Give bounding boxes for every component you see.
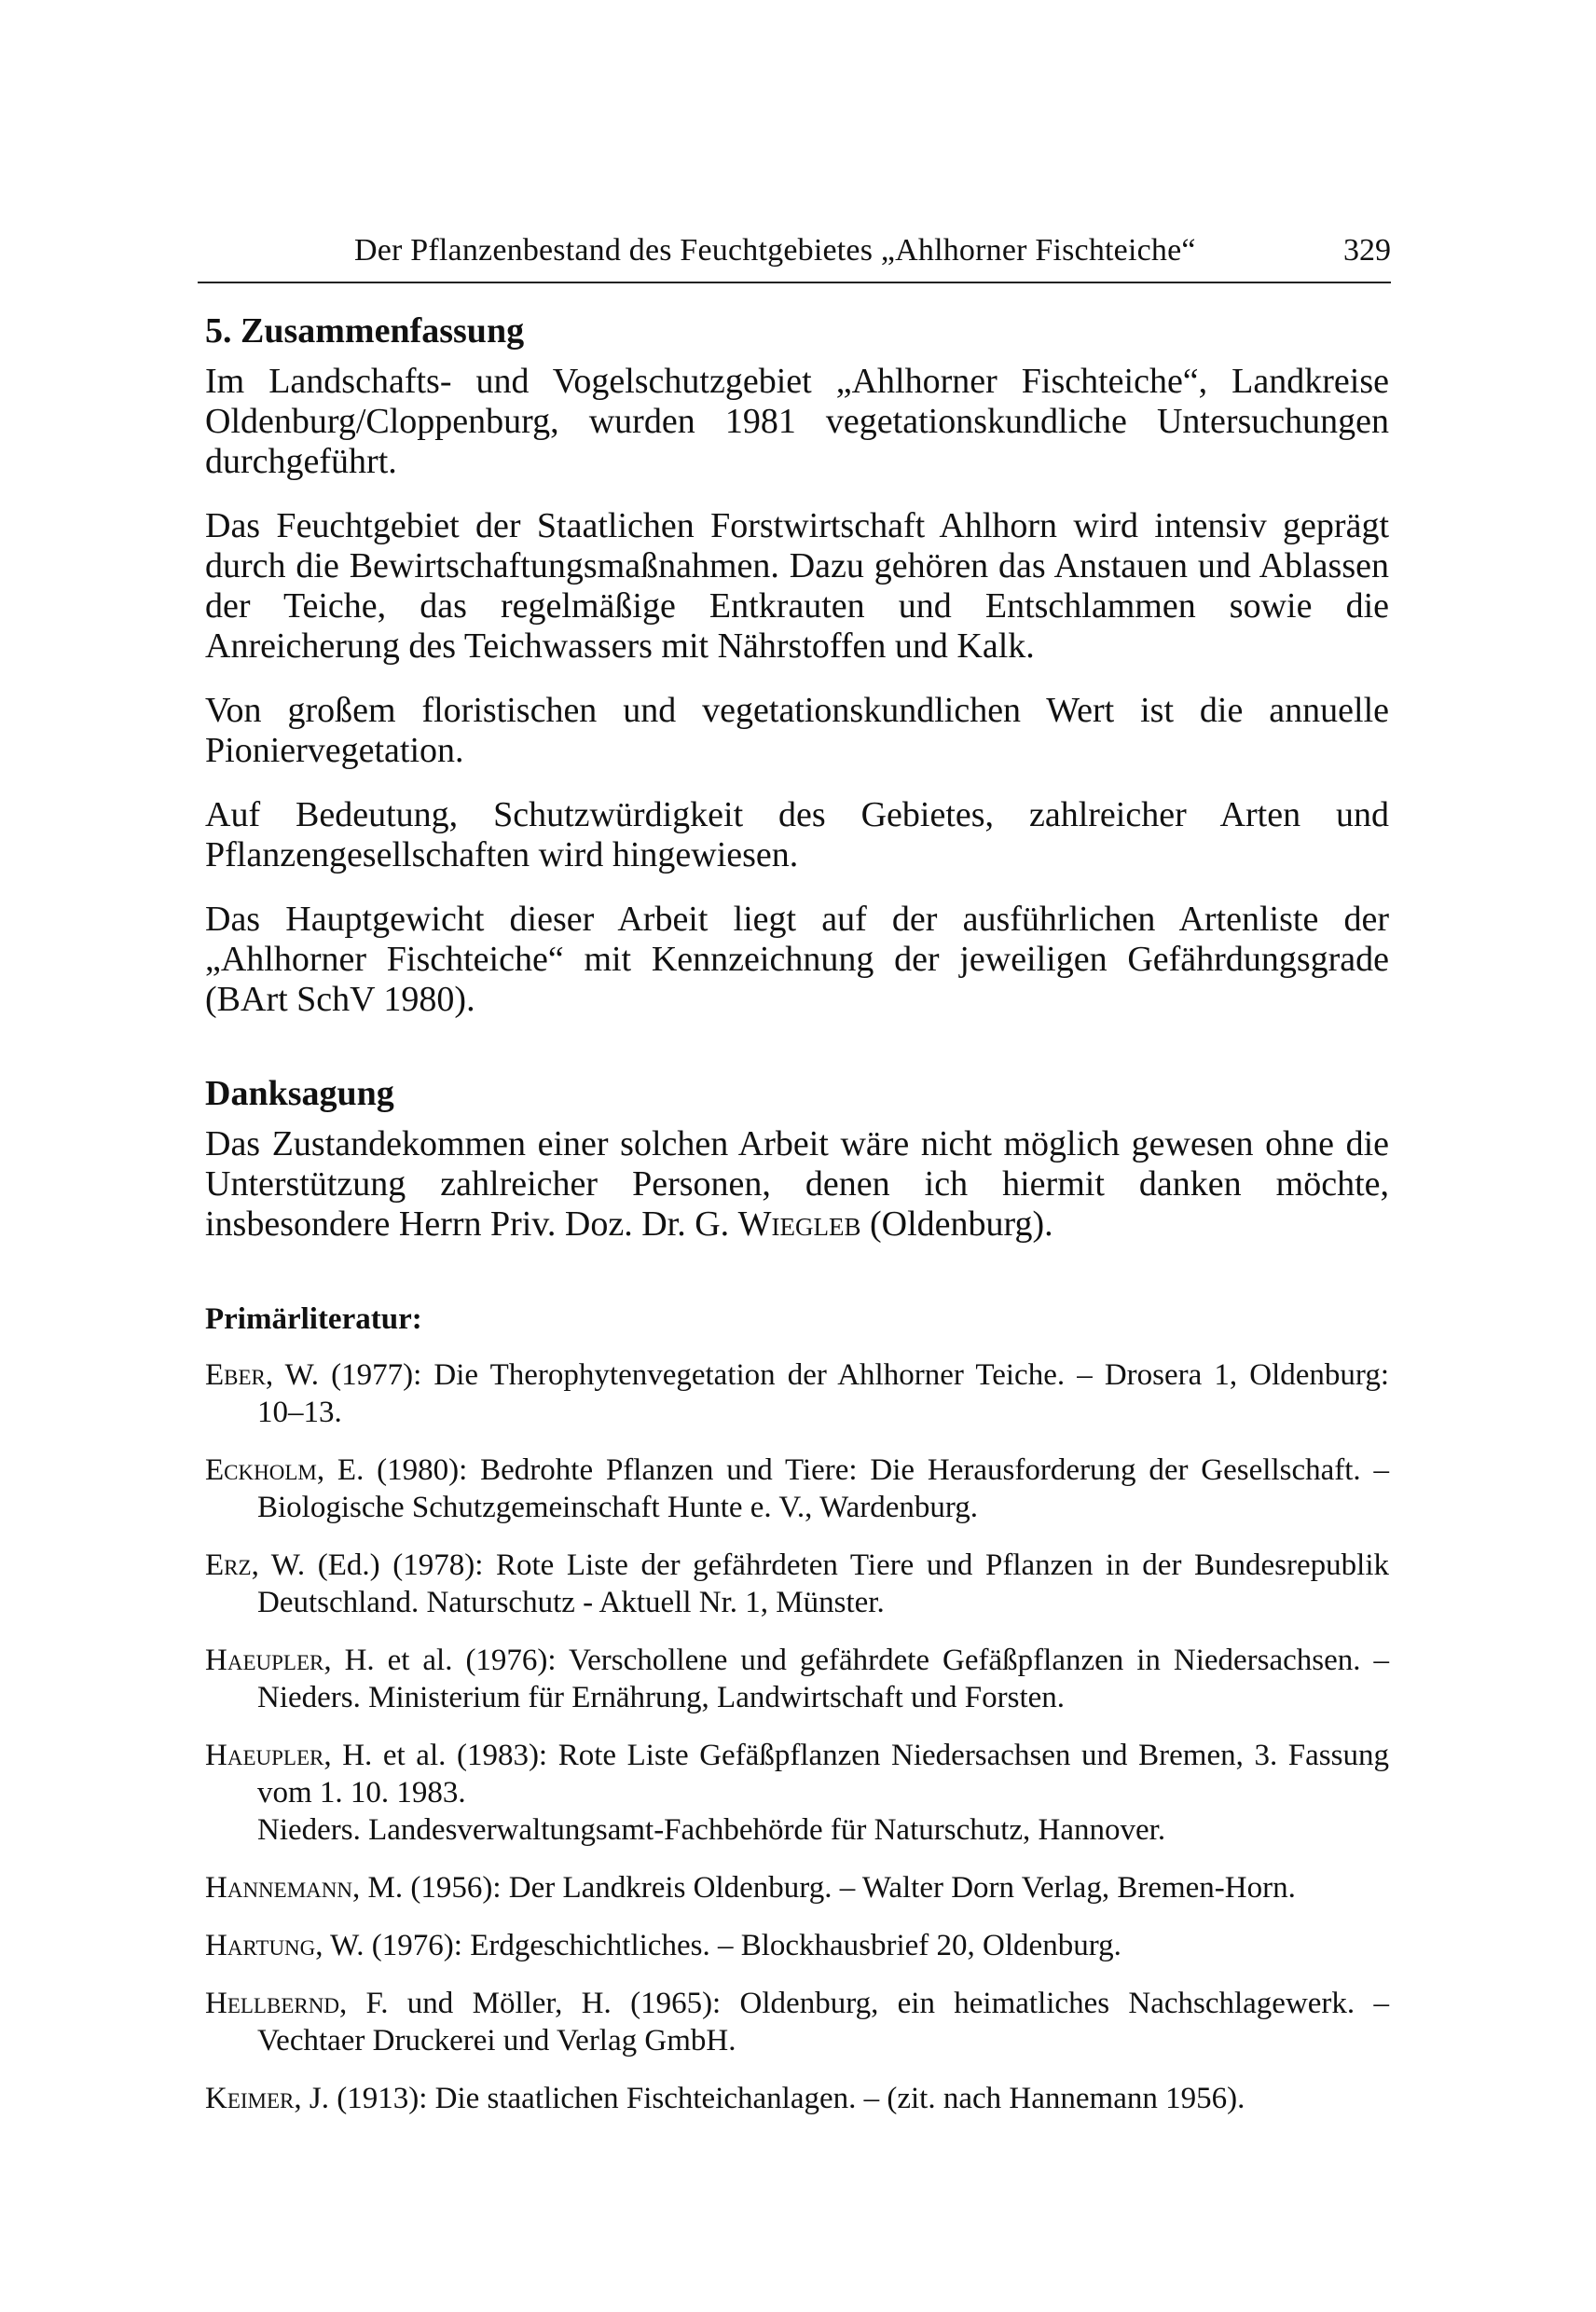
- reference-author: Erz: [205, 1548, 252, 1582]
- reference-entry: [205, 1356, 1389, 1431]
- reference-author: Eckholm: [205, 1453, 317, 1487]
- acknowledgement-name: Wiegleb: [737, 1204, 861, 1244]
- reference-author: Haeupler: [205, 1739, 324, 1772]
- reference-entry: [205, 1547, 1389, 1621]
- reference-author: Eber: [205, 1358, 266, 1392]
- reference-entry: [205, 1985, 1389, 2059]
- running-header: [198, 226, 1391, 282]
- acknowledgement-text: [205, 1124, 1389, 1245]
- acknowledgement-text-before: Das Zustandekommen einer solchen Arbeit wäre nicht möglich gewesen ohne die Unterstützung zahlreicher Personen, denen ich hiermit danken möchte, insbesondere Herrn Priv. Doz. Dr. G.: [205, 1124, 1389, 1244]
- acknowledgement-text-after: (Oldenburg).: [860, 1204, 1053, 1244]
- reference-entry: [205, 1452, 1389, 1526]
- reference-entry: [205, 1642, 1389, 1716]
- reference-details: , E. (1980): Bedrohte Pflanzen und Tiere: Die Herausforderung der Gesellschaft. – Biologische Schutzgemeinschaft Hunte e. V., Wardenburg.: [257, 1453, 1389, 1524]
- reference-details: , W. (1977): Die Therophytenvegetation der Ahlhorner Teiche. – Drosera 1, Oldenburg: 10–13.: [257, 1358, 1389, 1429]
- running-title: Der Pflanzenbestand des Feuchtgebietes „Ahlhorner Fischteiche“: [354, 233, 1196, 268]
- summary-paragraph: Auf Bedeutung, Schutzwürdigkeit des Gebietes, zahlreicher Arten und Pflanzengesellschaften wird hingewiesen.: [205, 795, 1389, 874]
- page-content: [205, 308, 1389, 2138]
- reference-details: , M. (1956): Der Landkreis Oldenburg. – Walter Dorn Verlag, Bremen-Horn.: [352, 1871, 1296, 1905]
- summary-paragraph: Von großem floristischen und vegetationskundlichen Wert ist die annuelle Pioniervegetation.: [205, 691, 1389, 770]
- page-number: 329: [1343, 233, 1391, 268]
- summary-paragraph: Das Hauptgewicht dieser Arbeit liegt auf der ausführlichen Artenliste der „Ahlhorner Fischteiche“ mit Kennzeichnung der jeweiligen Gefährdungsgrade (BArt SchV 1980).: [205, 900, 1389, 1019]
- reference-details: , W. (Ed.) (1978): Rote Liste der gefährdeten Tiere und Pflanzen in der Bundesrepublik Deutschland. Naturschutz - Aktuell Nr. 1, Münster.: [251, 1548, 1389, 1619]
- reference-publisher-line: Nieders. Landesverwaltungsamt-Fachbehörde für Naturschutz, Hannover.: [257, 1813, 1166, 1847]
- reference-entry: [205, 1869, 1389, 1906]
- reference-author: Hannemann: [205, 1871, 352, 1905]
- acknowledgement-heading: Danksagung: [205, 1074, 394, 1113]
- reference-details: , F. und Möller, H. (1965): Oldenburg, ein heimatliches Nachschlagewerk. – Vechtaer Druckerei und Verlag GmbH.: [257, 1987, 1389, 2057]
- summary-paragraph: Das Feuchtgebiet der Staatlichen Forstwirtschaft Ahlhorn wird intensiv geprägt durch die Bewirtschaftungsmaßnahmen. Dazu gehören das Anstauen und Ablassen der Teiche, das regelmäßige Entkrauten und Entschlammen sowie die Anreicherung des Teichwassers mit Nährstoffen und Kalk.: [205, 506, 1389, 666]
- reference-author: Hartung: [205, 1929, 316, 1962]
- reference-entry: [205, 2080, 1389, 2117]
- reference-author: Hellbernd: [205, 1987, 339, 2020]
- reference-author: Keimer: [205, 2082, 295, 2115]
- header-rule: [198, 282, 1391, 283]
- summary-heading: 5. Zusammenfassung: [205, 311, 525, 351]
- reference-entry: [205, 1737, 1389, 1849]
- reference-details: , H. et al. (1983): Rote Liste Gefäßpflanzen Niedersachsen und Bremen, 3. Fassung vom 1. 10. 1983.: [257, 1739, 1389, 1810]
- reference-author: Haeupler: [205, 1644, 324, 1677]
- reference-details: , H. et al. (1976): Verschollene und gefährdete Gefäßpflanzen in Niedersachsen. – Nieders. Ministerium für Ernährung, Landwirtschaft und Forsten.: [257, 1644, 1389, 1714]
- reference-details: , J. (1913): Die staatlichen Fischteichanlagen. – (zit. nach Hannemann 1956).: [294, 2082, 1245, 2115]
- summary-paragraph: Im Landschafts- und Vogelschutzgebiet „Ahlhorner Fischteiche“, Landkreise Oldenburg/Cloppenburg, wurden 1981 vegetationskundliche Untersuchungen durchgeführt.: [205, 362, 1389, 481]
- literature-heading: Primärliteratur:: [205, 1302, 422, 1336]
- reference-details: , W. (1976): Erdgeschichtliches. – Blockhausbrief 20, Oldenburg.: [315, 1929, 1121, 1962]
- reference-entry: [205, 1927, 1389, 1964]
